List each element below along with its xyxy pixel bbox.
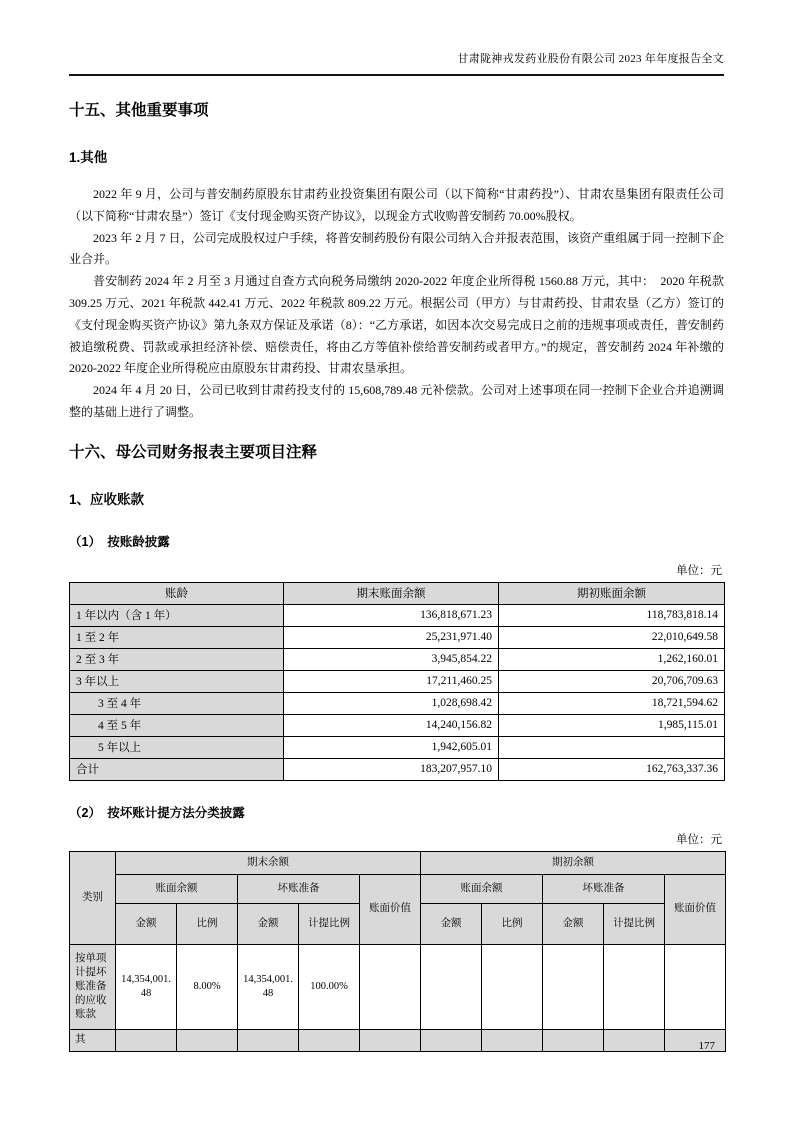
row-label-cell: 其: [70, 1029, 116, 1051]
table-header-cell: 坏账准备: [238, 874, 360, 903]
table-row: [70, 944, 726, 1029]
value-cell: 136,818,671.23: [284, 604, 499, 626]
baddebt-disclosure-heading: （2） 按坏账计提方法分类披露: [69, 805, 245, 820]
value-cell: 8.00%: [177, 944, 238, 1029]
value-cell: 14,354,001.48: [238, 944, 299, 1029]
header-divider: [69, 74, 724, 76]
value-cell: 1,942,605.01: [284, 736, 499, 758]
value-cell: [604, 944, 665, 1029]
value-cell: 100.00%: [299, 944, 360, 1029]
value-cell: 118,783,818.14: [499, 604, 725, 626]
table-header-cell: 计提比例: [299, 903, 360, 944]
value-cell: 1,262,160.01: [499, 648, 725, 670]
table-header-cell: 期初余额: [421, 851, 726, 874]
table-header-cell: 计提比例: [604, 903, 665, 944]
table-header-row: [70, 582, 725, 604]
paragraph: 普安制药 2024 年 2 月至 3 月通过自查方式向税务局缴纳 2020-2022 年度企业所得税 1560.88 万元，其中： 2020 年税款 309.25 万元、2021 年税款 442.41 万元、2022 年税款 809.22 万元。根据公司（甲方）与甘肃药投、甘肃农垦（乙方）签订的《支付现金购买资产协议》第九条双方保证及承诺（8）：“乙方承诺，如因本次交易完成日之前的违规事项或责任，普安制药被追缴税费、罚款或承担经济补偿、赔偿责任，将由乙方等值补偿给普安制药或者甲方。”的规定，普安制药 2024 年补缴的 2020-2022 年度企业所得税应由原股东甘肃药投、甘肃农垦承担。: [69, 274, 724, 376]
aging-disclosure-heading: （1） 按账龄披露: [69, 534, 170, 549]
value-cell: [116, 1029, 177, 1051]
table-header-cell: 金额: [543, 903, 604, 944]
row-label-cell: 3 年以上: [70, 670, 284, 692]
table-header-cell: 比例: [482, 903, 543, 944]
value-cell: 22,010,649.58: [499, 626, 725, 648]
unit-label: 单位：元: [676, 564, 722, 577]
value-cell: 1,028,698.42: [284, 692, 499, 714]
table-row: [70, 626, 725, 648]
value-cell: [360, 944, 421, 1029]
value-cell: 1,985,115.01: [499, 714, 725, 736]
table-header-cell: 账面价值: [665, 874, 726, 944]
value-cell: 20,706,709.63: [499, 670, 725, 692]
value-cell: [360, 1029, 421, 1051]
report-page: [69, 0, 724, 1052]
row-label-cell: 合计: [70, 758, 284, 780]
value-cell: 18,721,594.62: [499, 692, 725, 714]
value-cell: [543, 1029, 604, 1051]
value-cell: [299, 1029, 360, 1051]
row-label-cell: 1 至 2 年: [70, 626, 284, 648]
value-cell: 183,207,957.10: [284, 758, 499, 780]
table-header-cell: 账龄: [70, 582, 284, 604]
table-header-cell: 金额: [421, 903, 482, 944]
row-label-cell: 1 年以内（含 1 年）: [70, 604, 284, 626]
value-cell: [604, 1029, 665, 1051]
table-header-cell: 账面余额: [116, 874, 238, 903]
table-total-row: [70, 758, 725, 780]
value-cell: [665, 944, 726, 1029]
table-row: [70, 648, 725, 670]
row-label-cell: 2 至 3 年: [70, 648, 284, 670]
value-cell: [238, 1029, 299, 1051]
section-16-title: 十六、母公司财务报表主要项目注释: [69, 443, 318, 461]
aging-table: [69, 582, 725, 781]
baddebt-table: [69, 851, 726, 1052]
table-header-cell: 期末账面余额: [284, 582, 499, 604]
section-15-subheading: 1.其他: [69, 150, 108, 165]
value-cell: 25,231,971.40: [284, 626, 499, 648]
table-header-row: [70, 874, 726, 903]
table-header-cell: 比例: [177, 903, 238, 944]
value-cell: [421, 1029, 482, 1051]
table-row: [70, 670, 725, 692]
unit-label: 单位：元: [676, 833, 722, 846]
table-header-row: [70, 851, 726, 874]
table-header-cell: 账面价值: [360, 874, 421, 944]
table-header-cell: 金额: [238, 903, 299, 944]
row-label-cell: 按单项计提坏账准备的应收账款: [70, 944, 116, 1029]
table-row: [70, 736, 725, 758]
page-number: 177: [698, 1040, 715, 1052]
value-cell: 162,763,337.36: [499, 758, 725, 780]
table-row: [70, 692, 725, 714]
table-row: [70, 604, 725, 626]
table-header-cell: 坏账准备: [543, 874, 665, 903]
value-cell: 17,211,460.25: [284, 670, 499, 692]
row-label-cell: 3 至 4 年: [70, 692, 284, 714]
value-cell: [421, 944, 482, 1029]
value-cell: 14,354,001.48: [116, 944, 177, 1029]
table-header-cell: 期末余额: [116, 851, 421, 874]
table-row: [70, 714, 725, 736]
paragraph: 2023 年 2 月 7 日，公司完成股权过户手续，将普安制药股份有限公司纳入合并报表范围，该资产重组属于同一控制下企业合并。: [69, 230, 724, 267]
table-header-cell: 金额: [116, 903, 177, 944]
table-header-cell: 期初账面余额: [499, 582, 725, 604]
value-cell: [177, 1029, 238, 1051]
value-cell: [482, 1029, 543, 1051]
value-cell: [665, 1029, 726, 1051]
value-cell: [543, 944, 604, 1029]
paragraph: 2024 年 4 月 20 日，公司已收到甘肃药投支付的 15,608,789.48 元补偿款。公司对上述事项在同一控制下企业合并追溯调整的基础上进行了调整。: [69, 383, 724, 419]
row-label-cell: 4 至 5 年: [70, 714, 284, 736]
value-cell: 14,240,156.82: [284, 714, 499, 736]
value-cell: [499, 736, 725, 758]
document-header: 甘肃陇神戎发药业股份有限公司 2023 年年度报告全文: [457, 53, 724, 65]
section-15-title: 十五、其他重要事项: [69, 102, 209, 119]
value-cell: [482, 944, 543, 1029]
table-header-cell: 类别: [70, 851, 116, 944]
row-label-cell: 5 年以上: [70, 736, 284, 758]
table-row-partial: [70, 1029, 726, 1051]
value-cell: 3,945,854.22: [284, 648, 499, 670]
table-header-cell: 账面余额: [421, 874, 543, 903]
section-16-subheading: 1、应收账款: [69, 491, 145, 507]
paragraph: 2022 年 9 月，公司与普安制药原股东甘肃药业投资集团有限公司（以下简称“甘肃药投”）、甘肃农垦集团有限责任公司（以下简称“甘肃农垦”）签订《支付现金购买资产协议》，以现金方式收购普安制药 70.00%股权。: [69, 187, 724, 223]
